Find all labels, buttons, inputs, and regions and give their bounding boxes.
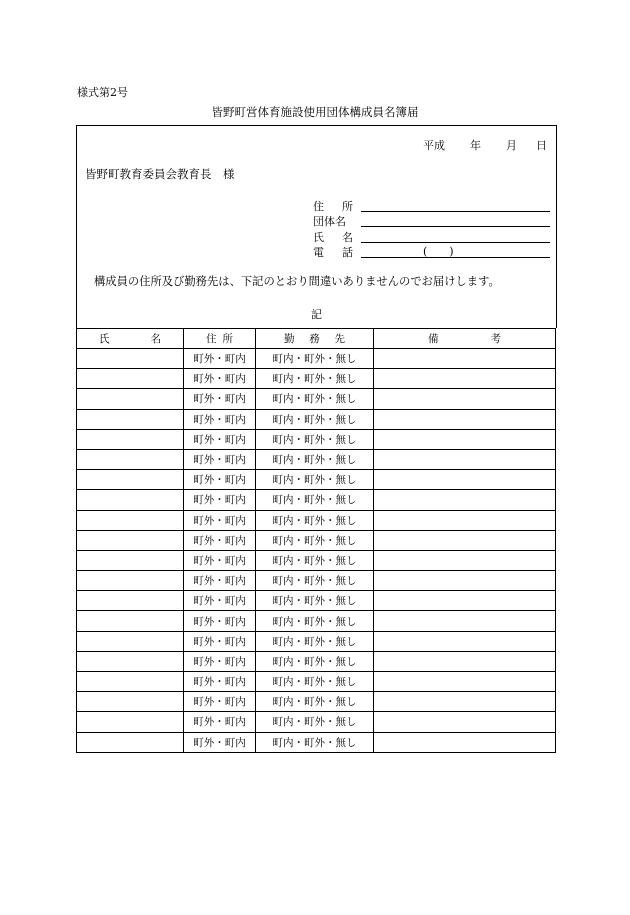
date-line — [423, 137, 547, 153]
workplace-cell[interactable]: 町内・町外・無し — [256, 611, 374, 631]
workplace-cell[interactable]: 町内・町外・無し — [256, 732, 374, 752]
phone-paren: ( ) — [423, 244, 454, 258]
workplace-cell[interactable]: 町内・町外・無し — [256, 651, 374, 671]
phone-label: 電 話 — [313, 245, 353, 259]
group-row — [313, 213, 553, 228]
address-cell[interactable]: 町外・町内 — [184, 510, 256, 530]
remarks-cell[interactable] — [374, 409, 556, 429]
name-row — [313, 229, 553, 244]
workplace-cell[interactable]: 町内・町外・無し — [256, 429, 374, 449]
table-row — [77, 732, 556, 752]
remarks-cell[interactable] — [374, 651, 556, 671]
workplace-cell[interactable]: 町内・町外・無し — [256, 712, 374, 732]
workplace-cell[interactable]: 町内・町外・無し — [256, 672, 374, 692]
page-title: 皆野町営体育施設使用団体構成員名簿届 — [211, 105, 419, 119]
workplace-cell[interactable]: 町内・町外・無し — [256, 530, 374, 550]
table-row — [77, 389, 556, 409]
name-cell[interactable] — [77, 429, 184, 449]
workplace-cell[interactable]: 町内・町外・無し — [256, 369, 374, 389]
table-row — [77, 712, 556, 732]
table-row — [77, 409, 556, 429]
name-cell[interactable] — [77, 732, 184, 752]
remarks-cell[interactable] — [374, 732, 556, 752]
table-row — [77, 692, 556, 712]
address-cell[interactable]: 町外・町内 — [184, 571, 256, 591]
remarks-cell[interactable] — [374, 631, 556, 651]
remarks-cell[interactable] — [374, 530, 556, 550]
name-cell[interactable] — [77, 449, 184, 469]
application-frame — [76, 125, 557, 328]
workplace-cell[interactable]: 町内・町外・無し — [256, 389, 374, 409]
address-cell[interactable]: 町外・町内 — [184, 530, 256, 550]
table-row — [77, 369, 556, 389]
remarks-cell[interactable] — [374, 389, 556, 409]
phone-line[interactable] — [361, 257, 550, 258]
remarks-cell[interactable] — [374, 490, 556, 510]
address-cell[interactable]: 町外・町内 — [184, 732, 256, 752]
workplace-cell[interactable]: 町内・町外・無し — [256, 510, 374, 530]
name-cell[interactable] — [77, 611, 184, 631]
name-cell[interactable] — [77, 409, 184, 429]
form-number: 様式第2号 — [77, 86, 128, 99]
workplace-cell[interactable]: 町内・町外・無し — [256, 571, 374, 591]
name-cell[interactable] — [77, 389, 184, 409]
remarks-cell[interactable] — [374, 449, 556, 469]
address-cell[interactable]: 町外・町内 — [184, 389, 256, 409]
address-cell[interactable]: 町外・町内 — [184, 449, 256, 469]
table-row — [77, 550, 556, 570]
table-row — [77, 591, 556, 611]
workplace-cell[interactable]: 町内・町外・無し — [256, 692, 374, 712]
date-month: 月 — [506, 139, 517, 152]
table-row — [77, 510, 556, 530]
remarks-cell[interactable] — [374, 510, 556, 530]
date-era: 平成 — [423, 139, 445, 152]
workplace-cell[interactable]: 町内・町外・無し — [256, 591, 374, 611]
workplace-cell[interactable]: 町内・町外・無し — [256, 349, 374, 369]
statement: 構成員の住所及び勤務先は、下記のとおり間違いありませんのでお届けします。 — [94, 275, 500, 288]
name-cell[interactable] — [77, 369, 184, 389]
ki-note: 記 — [311, 308, 322, 321]
table-row — [77, 349, 556, 369]
group-label: 団体名 — [313, 215, 346, 229]
remarks-cell[interactable] — [374, 470, 556, 490]
workplace-cell[interactable]: 町内・町外・無し — [256, 470, 374, 490]
table-row — [77, 571, 556, 591]
address-cell[interactable]: 町外・町内 — [184, 672, 256, 692]
address-cell[interactable]: 町外・町内 — [184, 369, 256, 389]
name-cell[interactable] — [77, 550, 184, 570]
name-cell[interactable] — [77, 692, 184, 712]
name-cell[interactable] — [77, 349, 184, 369]
address-cell[interactable]: 町外・町内 — [184, 651, 256, 671]
table-row — [77, 611, 556, 631]
roster-table — [76, 328, 556, 753]
address-cell[interactable]: 町外・町内 — [184, 470, 256, 490]
name-cell[interactable] — [77, 490, 184, 510]
remarks-cell[interactable] — [374, 349, 556, 369]
name-line[interactable] — [361, 242, 550, 243]
table-row — [77, 672, 556, 692]
name-cell[interactable] — [77, 712, 184, 732]
header-name: 氏 名 — [77, 329, 184, 349]
workplace-cell[interactable]: 町内・町外・無し — [256, 550, 374, 570]
date-day: 日 — [536, 139, 547, 152]
name-label: 氏 名 — [313, 230, 353, 244]
name-cell[interactable] — [77, 530, 184, 550]
remarks-cell[interactable] — [374, 611, 556, 631]
address-cell[interactable]: 町外・町内 — [184, 349, 256, 369]
workplace-cell[interactable]: 町内・町外・無し — [256, 490, 374, 510]
table-row — [77, 449, 556, 469]
address-cell[interactable]: 町外・町内 — [184, 409, 256, 429]
address-cell[interactable]: 町外・町内 — [184, 692, 256, 712]
workplace-cell[interactable]: 町内・町外・無し — [256, 409, 374, 429]
name-cell[interactable] — [77, 631, 184, 651]
name-cell[interactable] — [77, 651, 184, 671]
address-cell[interactable]: 町外・町内 — [184, 712, 256, 732]
table-row — [77, 470, 556, 490]
remarks-cell[interactable] — [374, 571, 556, 591]
table-row — [77, 651, 556, 671]
header-remarks: 備 考 — [374, 329, 556, 349]
remarks-cell[interactable] — [374, 672, 556, 692]
address-cell[interactable]: 町外・町内 — [184, 631, 256, 651]
address-row — [313, 198, 553, 213]
header-address: 住 所 — [184, 329, 256, 349]
table-row — [77, 429, 556, 449]
remarks-cell[interactable] — [374, 712, 556, 732]
remarks-cell[interactable] — [374, 591, 556, 611]
addressee: 皆野町教育委員会教育長 様 — [85, 167, 235, 181]
remarks-cell[interactable] — [374, 369, 556, 389]
address-cell[interactable]: 町外・町内 — [184, 550, 256, 570]
remarks-cell[interactable] — [374, 550, 556, 570]
remarks-cell[interactable] — [374, 692, 556, 712]
name-cell[interactable] — [77, 510, 184, 530]
name-cell[interactable] — [77, 571, 184, 591]
name-cell[interactable] — [77, 591, 184, 611]
name-cell[interactable] — [77, 672, 184, 692]
workplace-cell[interactable]: 町内・町外・無し — [256, 631, 374, 651]
address-cell[interactable]: 町外・町内 — [184, 591, 256, 611]
address-cell[interactable]: 町外・町内 — [184, 490, 256, 510]
name-cell[interactable] — [77, 470, 184, 490]
table-row — [77, 490, 556, 510]
header-workplace: 勤 務 先 — [256, 329, 374, 349]
phone-row — [313, 244, 553, 259]
address-cell[interactable]: 町外・町内 — [184, 611, 256, 631]
workplace-cell[interactable]: 町内・町外・無し — [256, 449, 374, 469]
roster-header-row — [77, 329, 556, 349]
address-line[interactable] — [361, 211, 550, 212]
applicant-block — [313, 198, 553, 259]
remarks-cell[interactable] — [374, 429, 556, 449]
table-row — [77, 631, 556, 651]
date-year: 年 — [470, 139, 481, 152]
table-row — [77, 530, 556, 550]
address-label: 住 所 — [313, 200, 353, 213]
address-cell[interactable]: 町外・町内 — [184, 429, 256, 449]
group-line[interactable] — [361, 226, 550, 227]
